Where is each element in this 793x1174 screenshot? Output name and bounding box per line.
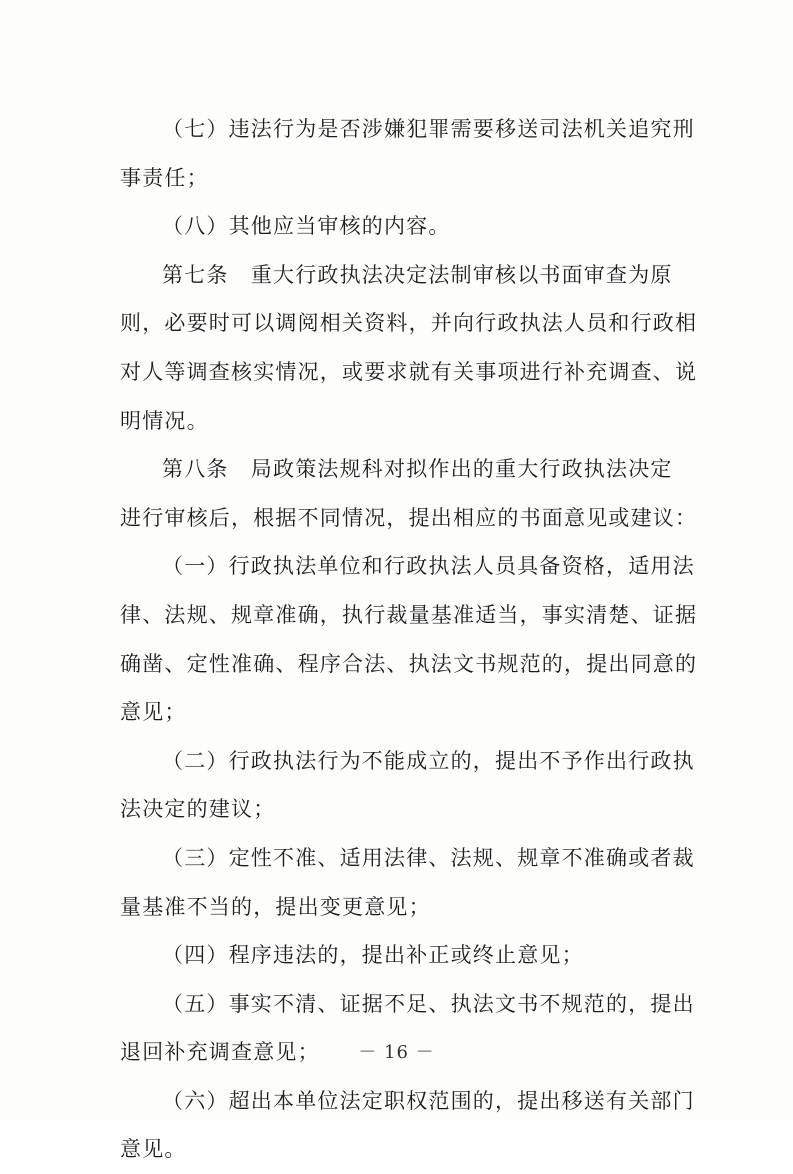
text-line: （四）程序违法的，提出补正或终止意见； bbox=[162, 943, 584, 968]
document-body bbox=[120, 105, 698, 1174]
text-line: 对人等调查核实情况，或要求就有关事项进行补充调查、说 bbox=[120, 359, 698, 384]
text-line: （八）其他应当审核的内容。 bbox=[162, 214, 451, 239]
text-line: 确凿、定性准确、程序合法、执法文书规范的，提出同意的 bbox=[120, 651, 698, 676]
text-line: 明情况。 bbox=[120, 408, 209, 433]
text-line: 则，必要时可以调阅相关资料，并向行政执法人员和行政相 bbox=[120, 311, 698, 336]
text-line: 量基准不当的，提出变更意见； bbox=[120, 894, 431, 919]
text-line: （三）定性不准、适用法律、法规、规章不准确或者裁 bbox=[162, 845, 695, 870]
text-line: 意见； bbox=[120, 700, 187, 725]
text-line: 第八条 局政策法规科对拟作出的重大行政执法决定 bbox=[162, 457, 673, 482]
text-line: 第七条 重大行政执法决定法制审核以书面审查为原 bbox=[162, 262, 673, 287]
text-line: 进行审核后，根据不同情况，提出相应的书面意见或建议： bbox=[120, 505, 698, 530]
text-line: （七）违法行为是否涉嫌犯罪需要移送司法机关追究刑 bbox=[162, 117, 695, 141]
text-line: 事责任； bbox=[120, 165, 209, 190]
text-line: （二）行政执法行为不能成立的，提出不予作出行政执 bbox=[162, 748, 695, 773]
text-line: （五）事实不清、证据不足、执法文书不规范的，提出 bbox=[162, 991, 695, 1016]
text-line: （六）超出本单位法定职权范围的，提出移送有关部门 bbox=[162, 1088, 695, 1113]
text-line: （一）行政执法单位和行政执法人员具备资格，适用法 bbox=[162, 554, 695, 579]
text-line: 法决定的建议； bbox=[120, 797, 276, 822]
text-line: 退回补充调查意见； bbox=[120, 1040, 320, 1065]
text-line: 意见。 bbox=[120, 1137, 187, 1162]
text-line: 律、法规、规章准确，执行裁量基准适当，事实清楚、证据 bbox=[120, 602, 698, 627]
page-number: － 16 － bbox=[358, 1042, 435, 1063]
